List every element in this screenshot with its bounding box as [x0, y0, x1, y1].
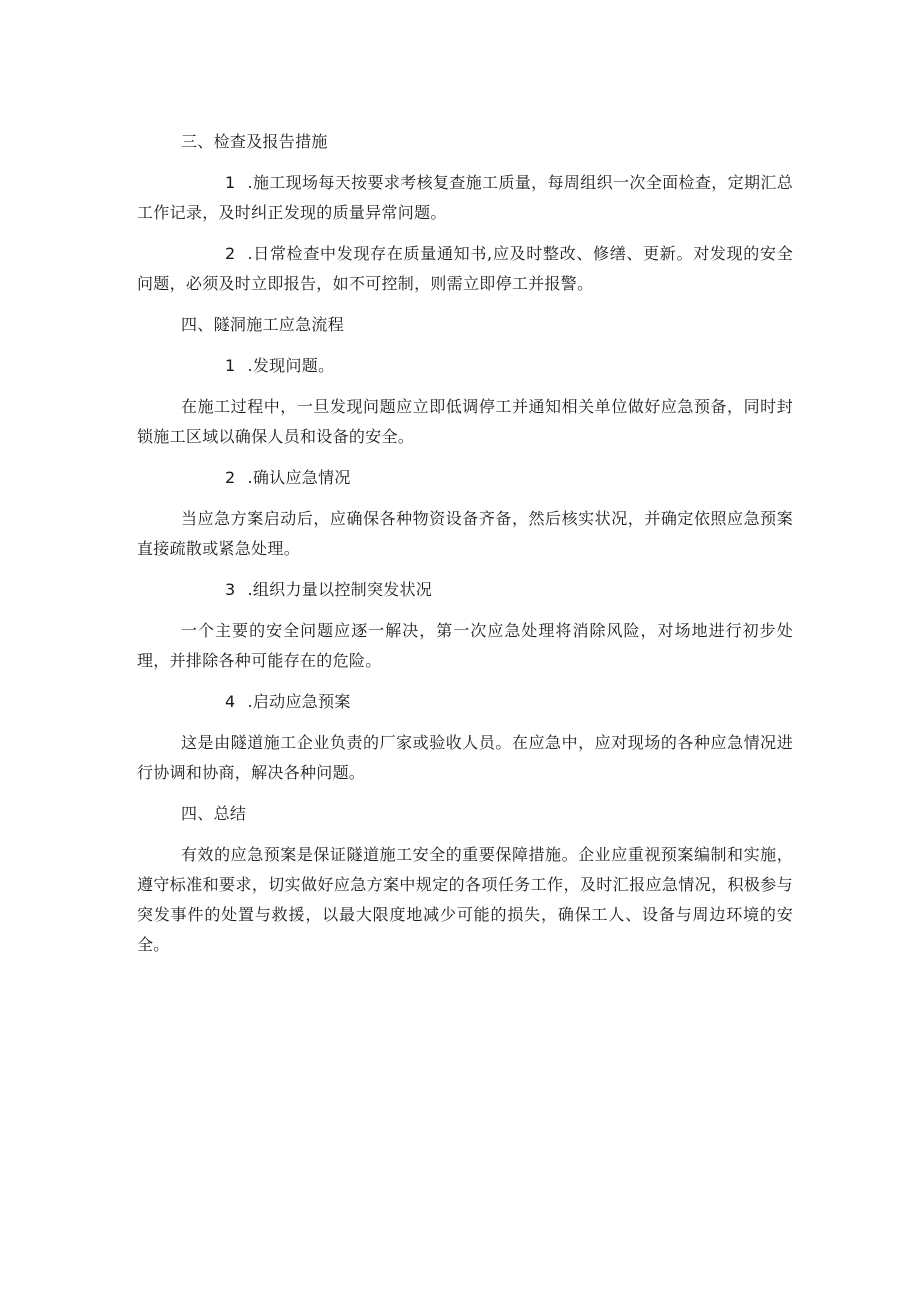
paragraph-text: 这是由隧道施工企业负责的厂家或验收人员。在应急中，应对现场的各种应急情况进行协调和协商，解决各种问题。 — [137, 733, 793, 782]
section-heading-summary — [137, 799, 793, 829]
paragraph-text: .启动应急预案 — [247, 692, 351, 711]
paragraph-text: 当应急方案启动后，应确保各种物资设备齐备，然后核实状况，并确定依照应急预案直接疏散或紧急处理。 — [137, 509, 793, 558]
item-number: 1 — [225, 356, 236, 375]
paragraph-text: .发现问题。 — [247, 356, 335, 375]
section-heading-inspection — [137, 127, 793, 157]
numbered-paragraph-2 — [137, 239, 793, 299]
paragraph-text: .日常检查中发现存在质量通知书,应及时整改、修缮、更新。对发现的安全问题，必须及时立即报告，如不可控制，则需立即停工并报警。 — [137, 244, 793, 293]
numbered-paragraph-1 — [137, 168, 793, 228]
paragraph-text: 在施工过程中，一旦发现问题应立即低调停工并通知相关单位做好应急预备，同时封锁施工区域以确保人员和设备的安全。 — [137, 397, 793, 446]
paragraph-text: 一个主要的安全问题应逐一解决，第一次应急处理将消除风险，对场地进行初步处理，并排除各种可能存在的危险。 — [137, 621, 793, 670]
subheading-3 — [137, 575, 793, 605]
paragraph-text: 四、隧洞施工应急流程 — [181, 315, 345, 334]
subheading-1 — [137, 351, 793, 381]
document-body — [137, 127, 793, 960]
item-number: 4 — [225, 692, 236, 711]
paragraph-text: .确认应急情况 — [247, 468, 351, 487]
subheading-2 — [137, 463, 793, 493]
body-paragraph — [137, 728, 793, 788]
paragraph-text: .组织力量以控制突发状况 — [247, 580, 433, 599]
body-paragraph — [137, 392, 793, 452]
item-number: 3 — [225, 580, 236, 599]
paragraph-text: 三、检查及报告措施 — [181, 132, 328, 151]
subheading-4 — [137, 687, 793, 717]
paragraph-text: 有效的应急预案是保证隧道施工安全的重要保障措施。企业应重视预案编制和实施，遵守标准和要求，切实做好应急方案中规定的各项任务工作，及时汇报应急情况，积极参与突发事件的处置与救援，以最大限度地减少可能的损失，确保工人、设备与周边环境的安全。 — [137, 845, 793, 954]
item-number: 1 — [225, 173, 236, 192]
item-number: 2 — [225, 468, 236, 487]
body-paragraph — [137, 616, 793, 676]
paragraph-text: 四、总结 — [181, 804, 247, 823]
section-heading-emergency-flow — [137, 310, 793, 340]
summary-paragraph — [137, 840, 793, 960]
item-number: 2 — [225, 244, 236, 263]
paragraph-text: .施工现场每天按要求考核复查施工质量，每周组织一次全面检查，定期汇总工作记录，及时纠正发现的质量异常问题。 — [137, 173, 793, 222]
body-paragraph — [137, 504, 793, 564]
